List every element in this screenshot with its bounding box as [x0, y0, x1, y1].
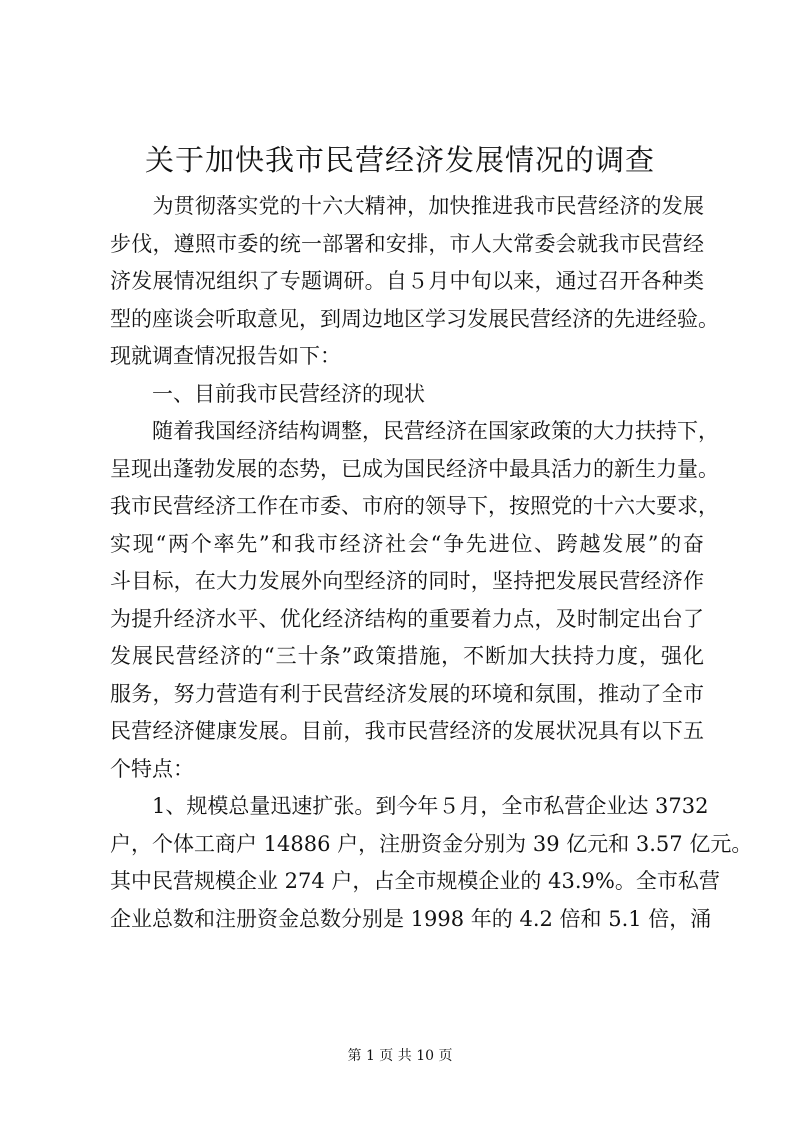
body-line: 其中民营规模企业 274 户，占全市规模企业的 43.9%。全市私营: [110, 869, 720, 893]
body-line: 我市民营经济工作在市委、市府的领导下，按照党的十六大要求，: [110, 494, 719, 518]
body-line: 个特点：: [110, 756, 194, 781]
body-line: 为贯彻落实党的十六大精神，加快推进我市民营经济的发展: [110, 194, 704, 218]
body-line: 服务，努力营造有利于民营经济发展的环境和氛围，推动了全市: [110, 681, 704, 706]
body-line: 发展民营经济的“三十条”政策措施，不断加大扶持力度，强化: [110, 644, 704, 668]
section-heading: 一、目前我市民营经济的现状: [110, 381, 425, 406]
body-line: 户，个体工商户 14886 户，注册资金分别为 39 亿元和 3.57 亿元。: [110, 831, 753, 856]
body-line: 企业总数和注册资金总数分别是 1998 年的 4.2 倍和 5.1 倍，涌: [110, 906, 712, 931]
document-body: [110, 188, 753, 938]
body-line: 步伐，遵照市委的统一部署和安排，市人大常委会就我市民营经: [110, 231, 704, 256]
body-line: 现就调查情况报告如下：: [110, 344, 341, 368]
body-line: 为提升经济水平、优化经济结构的重要着力点，及时制定出台了: [110, 606, 704, 631]
body-line: 济发展情况组织了专题调研。自５月中旬以来，通过召开各种类: [110, 269, 704, 293]
body-line: 呈现出蓬勃发展的态势，已成为国民经济中最具活力的新生力量。: [110, 456, 719, 481]
body-line: 实现“两个率先”和我市经济社会“争先进位、跨越发展”的奋: [110, 531, 704, 556]
page-footer: 第 1 页 共 10 页: [347, 1048, 453, 1064]
body-line: 随着我国经济结构调整，民营经济在国家政策的大力扶持下，: [110, 419, 719, 443]
body-line: 型的座谈会听取意见，到周边地区学习发展民营经济的先进经验。: [110, 306, 719, 331]
body-line: 1、规模总量迅速扩张。到今年５月，全市私营企业达 3732: [110, 794, 709, 818]
body-line: 民营经济健康发展。目前，我市民营经济的发展状况具有以下五: [110, 719, 704, 743]
document-title: 关于加快我市民营经济发展情况的调查: [144, 143, 655, 177]
body-line: 斗目标，在大力发展外向型经济的同时，坚持把发展民营经济作: [110, 569, 704, 593]
